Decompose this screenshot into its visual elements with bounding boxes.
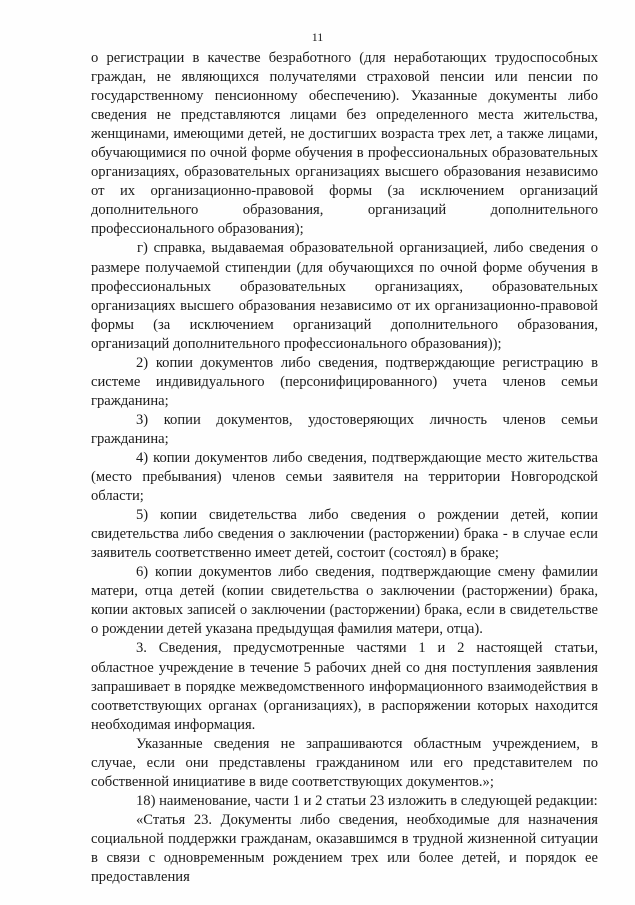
- page-number: 11: [311, 30, 324, 44]
- paragraph-item-4: 4) копии документов либо сведения, подтверждающие место жительства (место пребывания) членов семьи заявителя на территории Новгородской области;: [91, 449, 598, 505]
- paragraph-article-23-title: «Статья 23. Документы либо сведения, необходимые для назначения социальной поддержки гражданам, оказавшимся в трудной жизненной ситуации в связи с одновременным рождением трех или более детей, и порядок ее предоставления: [91, 811, 598, 886]
- paragraph-exception: Указанные сведения не запрашиваются областным учреждением, в случае, если они представлены гражданином или его представителем по собственной инициативе в виде соответствующих документов.»;: [91, 735, 598, 790]
- paragraph-item-18: 18) наименование, части 1 и 2 статьи 23 изложить в следующей редакции:: [136, 792, 598, 809]
- paragraph-item-5: 5) копии свидетельства либо сведения о рождении детей, копии свидетельства либо сведения о заключении (расторжении) брака - в случае если заявитель соответственно имеет детей, состоит (состоял) в браке;: [91, 507, 598, 562]
- paragraph-item-2: 2) копии документов либо сведения, подтверждающие регистрацию в системе индивидуального (персонифицированного) учета членов семьи гражданина;: [91, 354, 598, 409]
- paragraph-continuation: о регистрации в качестве безработного (для неработающих трудоспособных граждан, не являющихся получателями страховой пенсии или пенсии по государственному пенсионному обеспечению). Указанные документы либо сведения не представляются лицами без определенного места жительства, женщинами, имеющими детей, не достигших возраста трех лет, а также лицами, обучающимися по очной форме обучения в профессиональных образовательных организациях, образовательных организациях высшего образования независимо от их организационно-правовой формы (за исключением организаций дополнительного образования, организаций дополнительного профессионального образования);: [91, 50, 598, 238]
- paragraph-item-g: г) справка, выдаваемая образовательной организацией, либо сведения о размере получаемой стипендии (для обучающихся по очной форме обучения в профессиональных образовательных организациях, образовательных организациях высшего образования независимо от их организационно-правовой формы (за исключением организаций дополнительного образования, организаций дополнительного профессионального образования));: [91, 240, 598, 352]
- document-body: [91, 49, 598, 887]
- paragraph-item-3: 3) копии документов, удостоверяющих личность членов семьи гражданина;: [91, 411, 598, 447]
- paragraph-item-6: 6) копии документов либо сведения, подтверждающие смену фамилии матери, отца детей (копии свидетельства о заключении (расторжении) брака, копии актовых записей о заключении (расторжении) брака, если в свидетельстве о рождении детей указана предыдущая фамилия матери, отца).: [91, 564, 598, 638]
- paragraph-part-3: 3. Сведения, предусмотренные частями 1 и 2 настоящей статьи, областное учреждение в течение 5 рабочих дней со дня поступления заявления запрашивает в порядке межведомственного информационного взаимодействия в соответствующих органах (организациях), в распоряжении которых находится необходимая информация.: [91, 640, 598, 733]
